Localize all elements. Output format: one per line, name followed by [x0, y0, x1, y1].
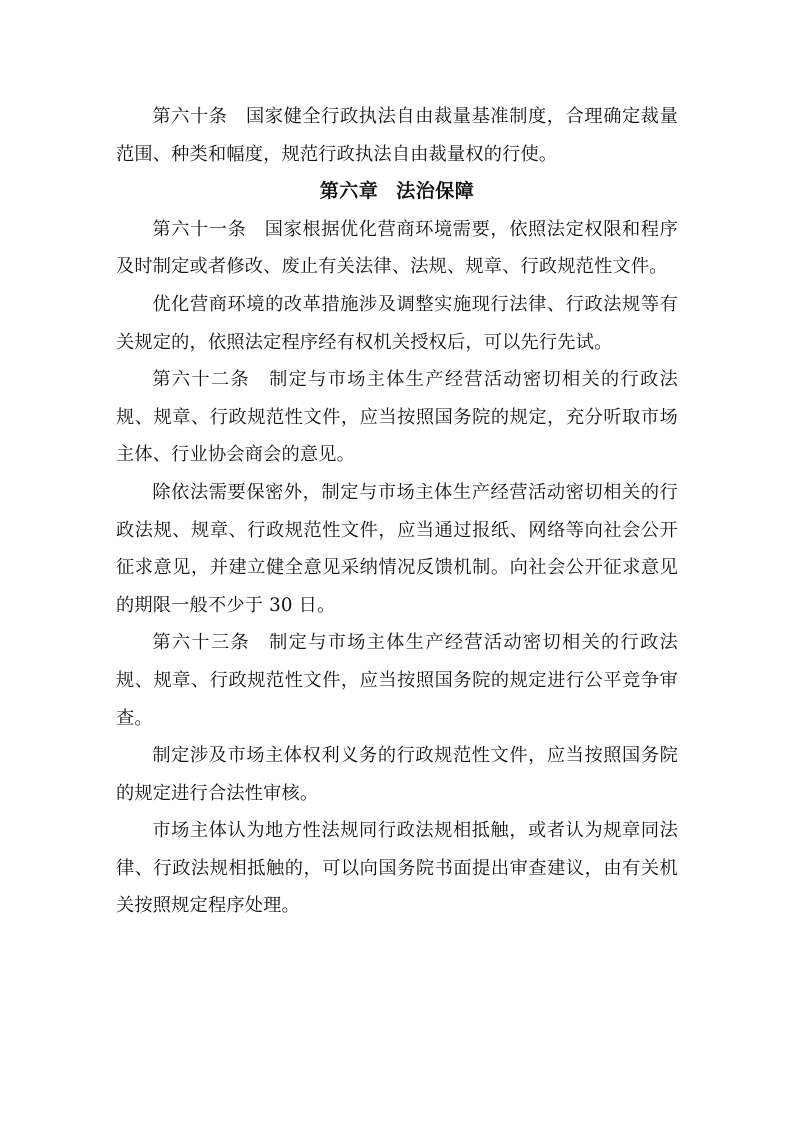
chapter-heading: [116, 173, 678, 211]
article-text: 制定与市场主体生产经营活动密切相关的行政法规、规章、行政规范性文件，应当按照国务院的规定，充分听取市场主体、行业协会商会的意见。: [116, 369, 678, 466]
article-paragraph: [116, 624, 678, 737]
document-body: [116, 98, 678, 925]
paragraph-text: 市场主体认为地方性法规同行政法规相抵触，或者认为规章同法律、行政法规相抵触的，可以向国务院书面提出审查建议，由有关机关按照规定程序处理。: [116, 820, 678, 917]
article-text: 制定与市场主体生产经营活动密切相关的行政法规、规章、行政规范性文件，应当按照国务院的规定进行公平竞争审查。: [116, 632, 678, 729]
paragraph-text: 除依法需要保密外，制定与市场主体生产经营活动密切相关的行政法规、规章、行政规范性文件，应当通过报纸、网络等向社会公开征求意见，并建立健全意见采纳情况反馈机制。向社会公开征求意见的期限一般不少于 30 日。: [116, 481, 678, 616]
article-number: 第六十二条: [152, 369, 251, 391]
paragraph: [116, 286, 678, 361]
article-number: 第六十三条: [152, 632, 251, 654]
article-paragraph: [116, 98, 678, 173]
paragraph: [116, 812, 678, 925]
article-paragraph: [116, 361, 678, 474]
paragraph-text: 优化营商环境的改革措施涉及调整实施现行法律、行政法规等有关规定的，依照法定程序经有权机关授权后，可以先行先试。: [116, 293, 678, 353]
article-number: 第六十一条: [152, 218, 247, 240]
chapter-title: 法治保障: [396, 180, 475, 203]
article-number: 第六十条: [152, 106, 228, 127]
paragraph: [116, 474, 678, 624]
article-paragraph: [116, 211, 678, 286]
paragraph-text: 制定涉及市场主体权利义务的行政规范性文件，应当按照国务院的规定进行合法性审核。: [116, 745, 678, 804]
article-text: 国家健全行政执法自由裁量基准制度，合理确定裁量范围、种类和幅度，规范行政执法自由裁量权的行使。: [116, 106, 678, 165]
chapter-number: 第六章: [319, 180, 379, 203]
paragraph: [116, 737, 678, 812]
article-text: 国家根据优化营商环境需要，依照法定权限和程序及时制定或者修改、废止有关法律、法规、规章、行政规范性文件。: [116, 218, 678, 278]
